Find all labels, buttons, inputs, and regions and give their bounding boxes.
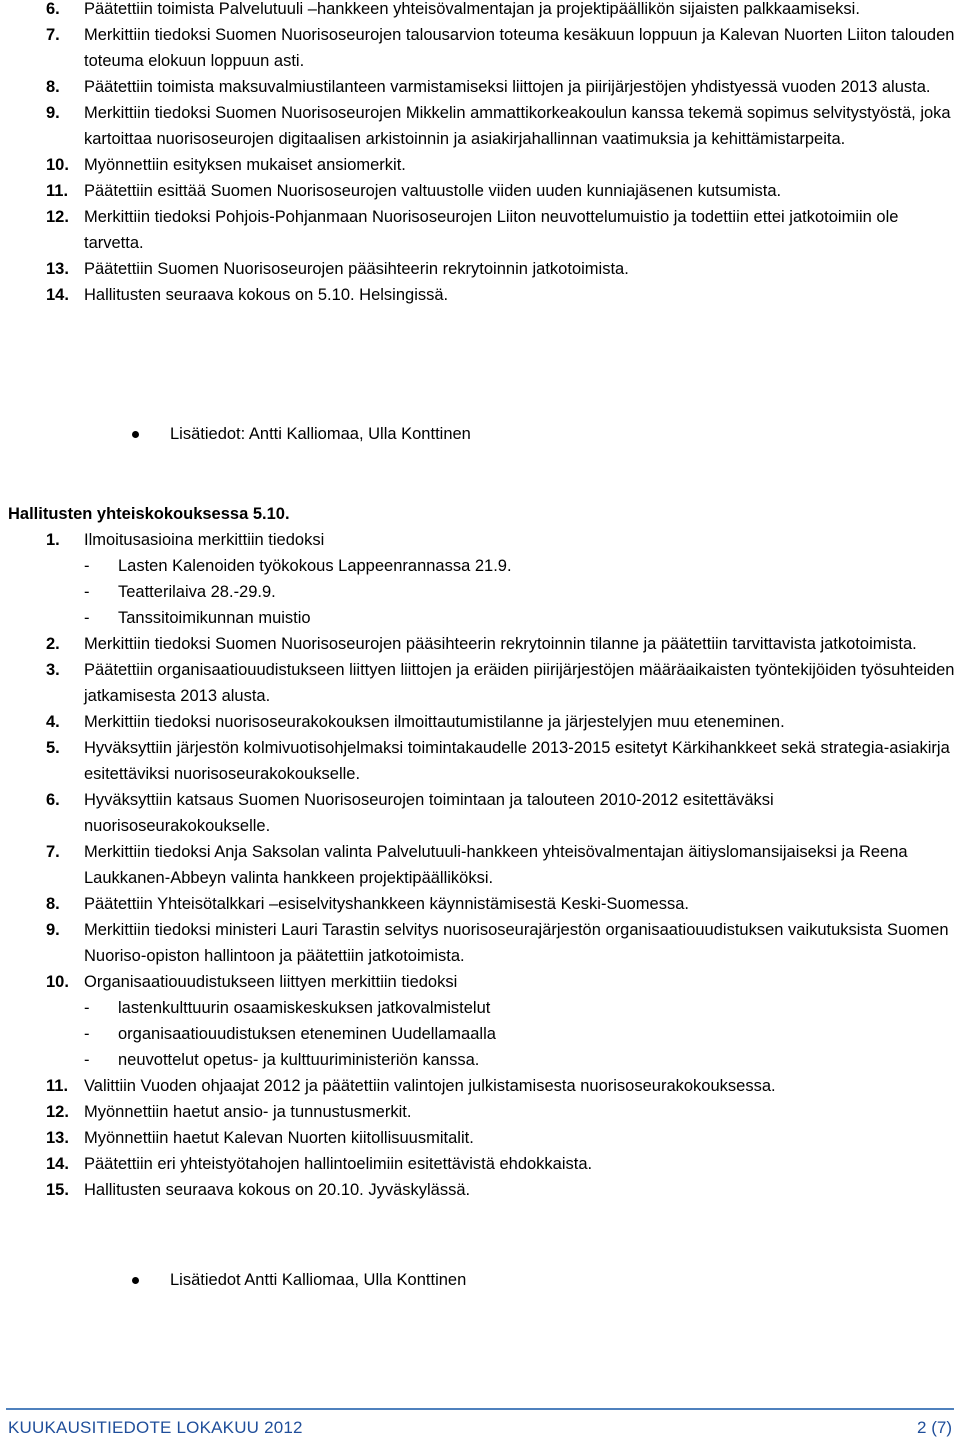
item-number: 4.	[46, 713, 60, 731]
item-number: 6.	[46, 0, 60, 18]
item-text: Merkittiin tiedoksi Pohjois-Pohjanmaan Nuorisoseurojen Liiton neuvottelumuistio ja todettiin ettei jatkotoimiin ole tarvetta.	[84, 208, 899, 252]
list-item	[0, 657, 960, 709]
item-text: Hallitusten seuraava kokous on 20.10. Jyväskylässä.	[84, 1181, 471, 1199]
info-text: Lisätiedot: Antti Kalliomaa, Ulla Konttinen	[170, 425, 471, 443]
item-number: 7.	[46, 26, 60, 44]
item-text: Päätettiin Suomen Nuorisoseurojen pääsihteerin rekrytoinnin jatkotoimista.	[84, 260, 629, 278]
bullet-icon	[132, 431, 139, 438]
item-text: Organisaatiouudistukseen liittyen merkittiin tiedoksi	[84, 973, 458, 991]
sub-item	[0, 1047, 960, 1073]
item-text: Päätettiin organisaatiouudistukseen liittyen liittojen ja eräiden piirijärjestöjen määräaikaisten työntekijöiden työsuhteiden jatkamisesta 2013 alusta.	[84, 661, 955, 705]
item-number: 12.	[46, 1103, 69, 1121]
item-text: Merkittiin tiedoksi nuorisoseurakokouksen ilmoittautumistilanne ja järjestelyjen muu eteneminen.	[84, 713, 785, 731]
item-text: Päätettiin esittää Suomen Nuorisoseurojen valtuustolle viiden uuden kunniajäsenen kutsumista.	[84, 182, 782, 200]
item-text: Myönnettiin esityksen mukaiset ansiomerkit.	[84, 156, 406, 174]
list-item	[0, 22, 960, 74]
list-item	[0, 709, 960, 735]
sub-item-text: Teatterilaiva 28.-29.9.	[118, 583, 276, 601]
item-number: 10.	[46, 156, 69, 174]
item-number: 14.	[46, 286, 69, 304]
sub-item-text: lastenkulttuurin osaamiskeskuksen jatkovalmistelut	[118, 999, 491, 1017]
item-number: 1.	[46, 531, 60, 549]
sub-item	[0, 579, 960, 605]
item-number: 13.	[46, 260, 69, 278]
item-text: Hyväksyttiin järjestön kolmivuotisohjelmaksi toimintakaudelle 2013-2015 esitetyt Kärkihankkeet sekä strategia-asiakirja esitettäviksi nuorisoseurakokoukselle.	[84, 739, 950, 783]
item-number: 2.	[46, 635, 60, 653]
item-number: 3.	[46, 661, 60, 679]
item-number: 7.	[46, 843, 60, 861]
list-item	[0, 527, 960, 553]
sub-item-text: organisaatiouudistuksen eteneminen Uudellamaalla	[118, 1025, 496, 1043]
item-text: Päätettiin eri yhteistyötahojen hallintoelimiin esitettävistä ehdokkaista.	[84, 1155, 593, 1173]
sub-item-text: neuvottelut opetus- ja kulttuuriministeriön kanssa.	[118, 1051, 480, 1069]
item-number: 12.	[46, 208, 69, 226]
page-number: 2 (7)	[917, 1418, 952, 1437]
list-item	[0, 969, 960, 995]
list-item	[0, 282, 960, 308]
list-item	[0, 917, 960, 969]
item-number: 10.	[46, 973, 69, 991]
item-number: 9.	[46, 104, 60, 122]
item-number: 11.	[46, 1077, 69, 1095]
list-item	[0, 1125, 960, 1151]
item-text: Myönnettiin haetut ansio- ja tunnustusmerkit.	[84, 1103, 412, 1121]
bullet-icon	[132, 1277, 139, 1284]
dash-icon: -	[84, 557, 90, 575]
item-number: 8.	[46, 78, 60, 96]
item-number: 5.	[46, 739, 60, 757]
list-item	[0, 1177, 960, 1203]
list-item	[0, 891, 960, 917]
decision-list-2	[0, 527, 960, 1203]
item-text: Merkittiin tiedoksi ministeri Lauri Tarastin selvitys nuorisoseurajärjestön organisaatiouudistuksen vaikutuksista Suomen Nuoriso-opiston hallintoon ja päätettiin jatkotoimista.	[84, 921, 949, 965]
sub-item	[0, 553, 960, 579]
item-number: 11.	[46, 182, 69, 200]
sub-item-text: Lasten Kalenoiden työkokous Lappeenrannassa 21.9.	[118, 557, 512, 575]
item-text: Päätettiin Yhteisötalkkari –esiselvityshankkeen käynnistämisestä Keski-Suomessa.	[84, 895, 689, 913]
section-heading: Hallitusten yhteiskokouksessa 5.10.	[8, 505, 290, 523]
list-item	[0, 1099, 960, 1125]
list-item	[0, 1073, 960, 1099]
item-text: Päätettiin toimista maksuvalmiustilanteen varmistamiseksi liittojen ja piirijärjestöjen yhdistyessä vuoden 2013 alusta.	[84, 78, 931, 96]
list-item	[0, 0, 960, 22]
item-text: Merkittiin tiedoksi Suomen Nuorisoseurojen Mikkelin ammattikorkeakoulun kanssa tekemä sopimus selvitystyöstä, joka kartoittaa nuorisoseurojen digitaalisen arkistoinnin ja asiakirjahallinnan vaatimuksia ja kehittämistarpeita.	[84, 104, 951, 148]
list-item	[0, 839, 960, 891]
item-number: 9.	[46, 921, 60, 939]
sub-item	[0, 1021, 960, 1047]
item-number: 6.	[46, 791, 60, 809]
list-item	[0, 735, 960, 787]
list-item	[0, 1151, 960, 1177]
dash-icon: -	[84, 583, 90, 601]
item-text: Hyväksyttiin katsaus Suomen Nuorisoseurojen toimintaan ja talouteen 2010-2012 esitettäväksi nuorisoseurakokoukselle.	[84, 791, 774, 835]
sub-item	[0, 605, 960, 631]
list-item	[0, 256, 960, 282]
item-number: 13.	[46, 1129, 69, 1147]
list-item	[0, 74, 960, 100]
sub-item	[0, 995, 960, 1021]
item-text: Valittiin Vuoden ohjaajat 2012 ja päätettiin valintojen julkistamisesta nuorisoseurakokouksessa.	[84, 1077, 776, 1095]
list-item	[0, 178, 960, 204]
info-text: Lisätiedot Antti Kalliomaa, Ulla Konttinen	[170, 1271, 467, 1289]
list-item	[0, 100, 960, 152]
item-text: Merkittiin tiedoksi Suomen Nuorisoseurojen talousarvion toteuma kesäkuun loppuun ja Kalevan Nuorten Liiton talouden toteuma elokuun loppuun asti.	[84, 26, 955, 70]
footer-title: KUUKAUSITIEDOTE LOKAKUU 2012	[8, 1418, 303, 1437]
item-number: 8.	[46, 895, 60, 913]
sub-item-text: Tanssitoimikunnan muistio	[118, 609, 311, 627]
list-item	[0, 631, 960, 657]
item-text: Päätettiin toimista Palvelutuuli –hankkeen yhteisövalmentajan ja projektipäällikön sijaisten palkkaamiseksi.	[84, 0, 860, 18]
footer-divider	[6, 1408, 954, 1410]
item-text: Myönnettiin haetut Kalevan Nuorten kiitollisuusmitalit.	[84, 1129, 474, 1147]
item-number: 14.	[46, 1155, 69, 1173]
dash-icon: -	[84, 1051, 90, 1069]
list-item	[0, 152, 960, 178]
decision-list-1	[0, 0, 960, 308]
item-text: Hallitusten seuraava kokous on 5.10. Helsingissä.	[84, 286, 449, 304]
list-item	[0, 204, 960, 256]
dash-icon: -	[84, 1025, 90, 1043]
dash-icon: -	[84, 999, 90, 1017]
list-item	[0, 787, 960, 839]
dash-icon: -	[84, 609, 90, 627]
item-text: Ilmoitusasioina merkittiin tiedoksi	[84, 531, 325, 549]
item-text: Merkittiin tiedoksi Anja Saksolan valinta Palvelutuuli-hankkeen yhteisövalmentajan äitiyslomansijaiseksi ja Reena Laukkanen-Abbeyn valinta hankkeen projektipäälliköksi.	[84, 843, 908, 887]
item-text: Merkittiin tiedoksi Suomen Nuorisoseurojen pääsihteerin rekrytoinnin tilanne ja päätettiin tarvittavista jatkotoimista.	[84, 635, 917, 653]
item-number: 15.	[46, 1181, 69, 1199]
